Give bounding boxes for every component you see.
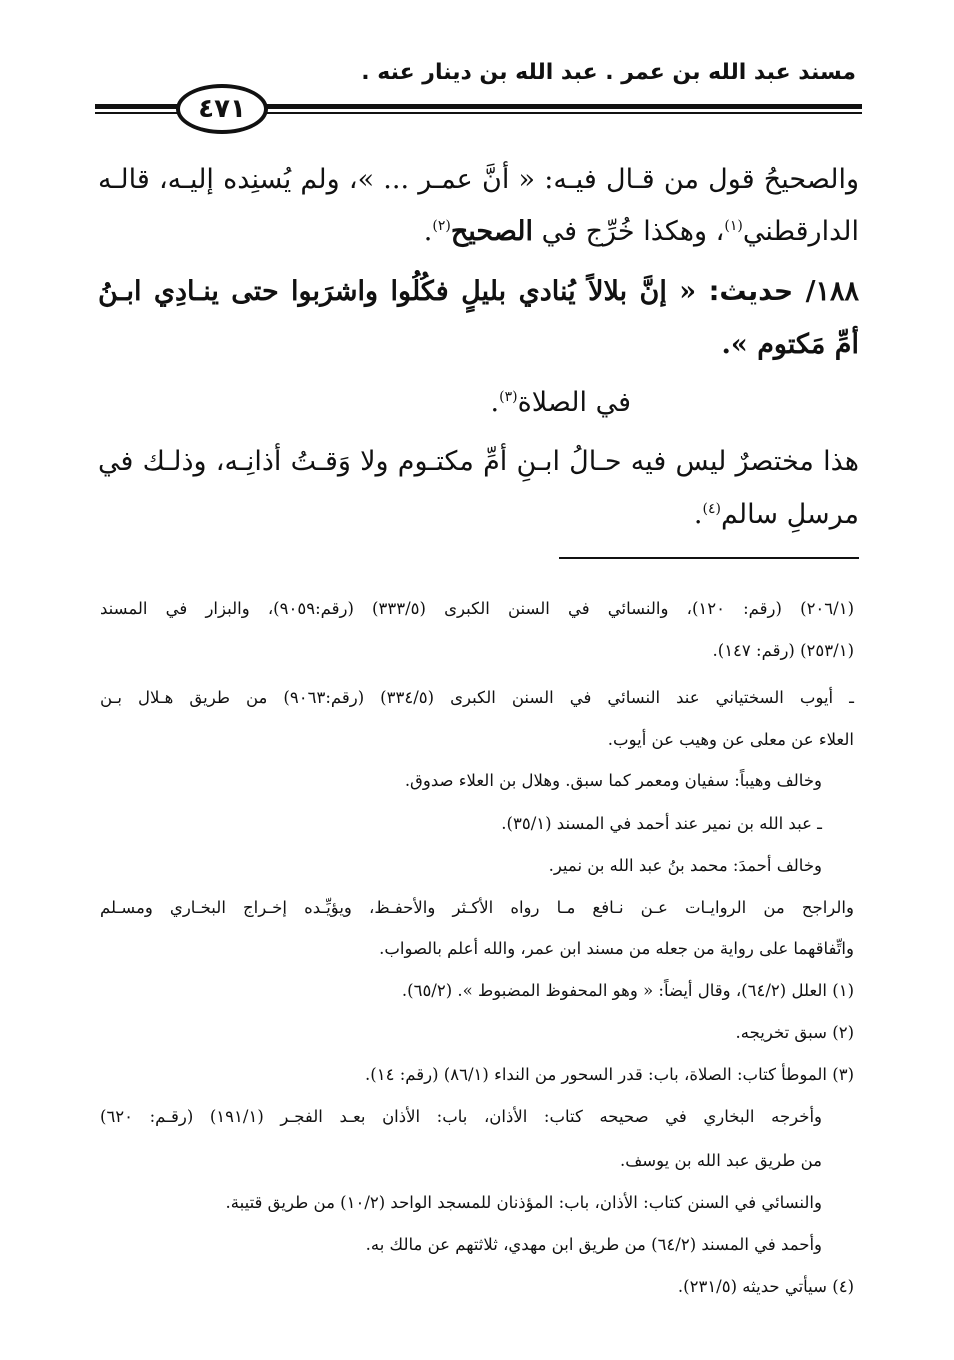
footnote-line-6: ـ عبد الله بن نمير عند أحمد في المسند (٣٥/١). bbox=[501, 814, 822, 833]
footnote-line-11: (٢) سبق تخريجه. bbox=[735, 1023, 854, 1042]
main-line-7-text: مرسلِ سالم bbox=[720, 499, 859, 530]
hadith-number: ١٨٨/ bbox=[805, 276, 860, 307]
footnote-line-5: وخالف وهيباً: سفيان ومعمر كما سبق. وهلال بن العلاء صدوق. bbox=[404, 771, 822, 790]
footnote-line-12: (٣) الموطأ كتاب: الصلاة، باب: قدر السحور من النداء (٨٦/١) (رقم: ١٤). bbox=[365, 1065, 854, 1084]
hadith-line-1 bbox=[98, 272, 859, 312]
main-line-5-text: في الصلاة bbox=[517, 387, 631, 418]
hadith-keyword: حديث: bbox=[708, 276, 794, 307]
main-line-2-mid: ، وهكذا خُرِّج في bbox=[541, 216, 725, 247]
footnote-line-9: واتِّفاقهما على رواية من جعله من مسند ابن عمر، والله أعلم بالصواب. bbox=[379, 939, 854, 958]
footnote-ref-4: (٤) bbox=[702, 501, 721, 517]
footnote-line-15: والنسائي في السنن كتاب: الأذان، باب: المؤذنان للمسجد الواحد (١٠/٢) من طريق قتيبة. bbox=[225, 1193, 822, 1212]
footnote-line-10: (١) العلل (٦٤/٢)، وقال أيضاً: « وهو المحفوظ المضبوط ». (٦٥/٢). bbox=[401, 981, 854, 1000]
footnote-line-7: وخالف أحمدَ: محمد بنُ عبد الله بن نمير. bbox=[548, 856, 822, 875]
footnote-line-8: والراجح من الروايـات عـن نـافع مـا رواه الأكـثر والأحفـظ، ويؤيِّـده إخـراج البخـاري ومسـلم bbox=[100, 898, 854, 917]
footnote-line-4: العلاء عن معلى عن وهيب عن أيوب. bbox=[607, 730, 854, 749]
footnote-line-17: (٤) سيأتي حديثه (٢٣١/٥). bbox=[677, 1277, 854, 1296]
main-line-6: هذا مختصرٌ ليس فيه حـالُ ابـنِ أمِّ مكتـوم ولا وَقـتُ أذانِـه، وذلـك في bbox=[98, 446, 859, 477]
main-line-5: في الصلاة$^{(٣)}$. bbox=[490, 387, 631, 418]
footnote-ref-2: (٢) bbox=[432, 218, 451, 234]
footnote-line-3: ـ أيوب السختياني عند النسائي في السنن الكبرى (٣٣٤/٥) (رقم:٩٠٦٣) من طريق هـلال بـن bbox=[100, 688, 854, 707]
footnote-line-13: وأخرجه البخاري في صحيحه كتاب: الأذان، باب: الأذان بعـد الفجـر (١٩١/١) (رقـم: ٦٢٠) bbox=[100, 1107, 822, 1126]
main-line-2-bold: الصحيح bbox=[450, 216, 534, 247]
page-number-badge bbox=[176, 84, 268, 134]
footnote-line-1: (٢٠٦/١) (رقم: ١٢٠)، والنسائي في السنن الكبرى (٣٣٣/٥) (رقم:٩٠٥٩)، والبزار في المسند bbox=[100, 599, 855, 618]
footnote-ref-3: (٣) bbox=[499, 389, 518, 405]
running-head: مسند عبد الله بن عمر . عبد الله بن دينار عنه . bbox=[361, 60, 856, 85]
footnote-line-16: وأحمد في المسند (٦٤/٢) من طريق ابن مهدي، ثلاثتهم عن مالك به. bbox=[365, 1235, 822, 1254]
footnote-ref-1: (١) bbox=[724, 218, 743, 234]
footnote-line-14: من طريق عبد الله بن يوسف. bbox=[619, 1151, 822, 1170]
main-line-2-text: الدارقطني bbox=[742, 216, 859, 247]
footnote-line-2: (٢٥٣/١) (رقم: ١٤٧). bbox=[712, 641, 854, 660]
page-number: ٤٧١ bbox=[198, 94, 246, 124]
main-line-2: الدارقطني$^{(١)}$، وهكذا خُرِّج في الصحيح$^{(٢)}$. bbox=[423, 216, 859, 247]
hadith-text: « إنَّ بلالاً يُنادي بليلٍ فكُلُوا واشرَبوا حتى ينـادِي ابـنُ bbox=[98, 276, 697, 307]
hadith-line-2: أمِّ مَكتوم ». bbox=[721, 329, 859, 360]
footnote-separator bbox=[559, 557, 859, 559]
main-line-7: مرسلِ سالم$^{(٤)}$. bbox=[693, 499, 859, 530]
main-line-1: والصحيحُ قول من قـال فيـه: « أنَّ عمـر ... »، ولم يُسنِده إليـه، قالـه bbox=[98, 164, 859, 195]
